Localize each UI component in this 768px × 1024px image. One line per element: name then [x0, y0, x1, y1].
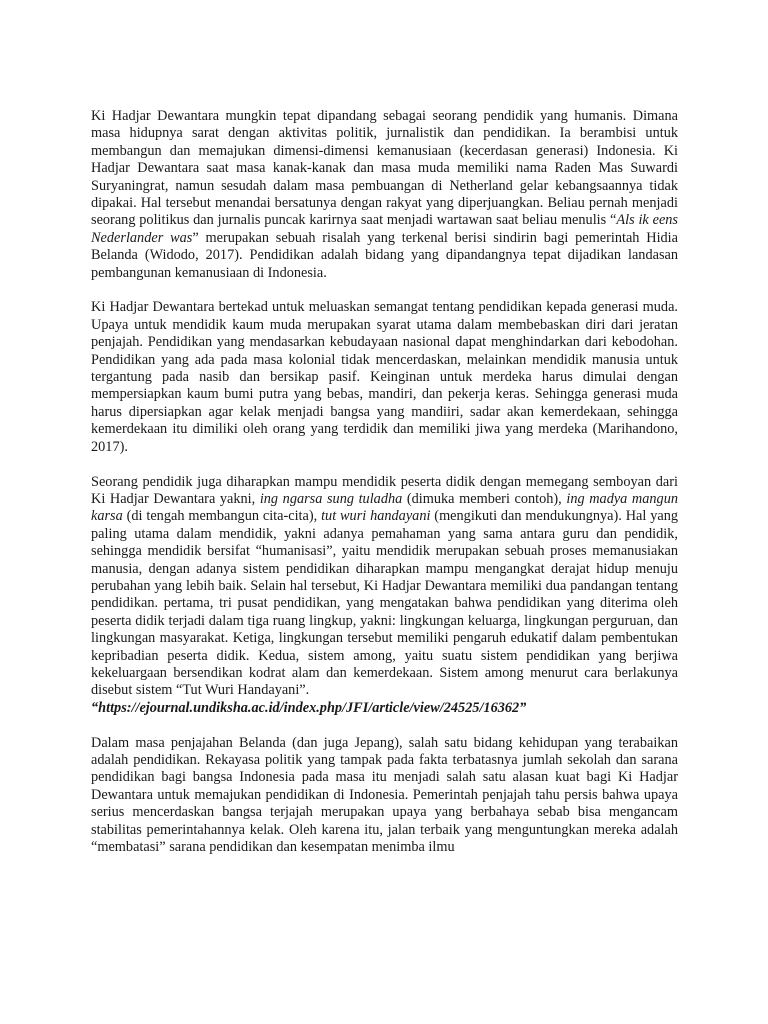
- paragraph-1: [91, 108, 678, 282]
- text-segment: ” merupakan sebuah risalah yang terkenal berisi sindirin bagi pemerintah Hidia Belanda (Widodo, 2017). Pendidikan adalah bidang yang dipandangnya tepat dijadikan landasan pembangunan kemanusiaan di Indonesia.: [91, 229, 679, 281]
- document-body: [91, 108, 678, 874]
- paragraph-2: [91, 299, 678, 456]
- text-segment: Ki Hadjar Dewantara mungkin tepat dipandang sebagai seorang pendidik yang humanis. Dimana masa hidupnya sarat dengan aktivitas politik, jurnalistik dan pendidikan. Ia berambisi untuk membangun dan memajukan dimensi-dimensi kemanusiaan (kecerdasan generasi) Indonesia. Ki Hadjar Dewantara saat masa kanak-kanak dan masa muda memiliki nama Raden Mas Suwardi Suryaningrat, namun sesudah dalam masa pembuangan di Netherland gelar kebangsaannya tidak dipakai. Hal tersebut menandai bersatunya dengan rakyat yang diperjuangkan. Beliau pernah menjadi seorang politikus dan jurnalis puncak karirnya saat menjadi wartawan saat beliau menulis “: [91, 108, 678, 229]
- text-segment: (dimuka memberi contoh),: [402, 490, 567, 507]
- italic-phrase: ing ngarsa sung tuladha: [259, 490, 403, 507]
- italic-phrase: tut wuri handayani: [321, 508, 431, 525]
- paragraph-4: [91, 735, 678, 857]
- italic-phrase: Als ik eens Nederlander was: [91, 212, 678, 246]
- text-segment: Seorang pendidik juga diharapkan mampu mendidik peserta didik dengan memegang semboyan dari Ki Hadjar Dewantara yakni,: [91, 473, 678, 507]
- italic-phrase: ing madya mangun karsa: [91, 490, 678, 525]
- text-segment: Ki Hadjar Dewantara bertekad untuk meluaskan semangat tentang pendidikan kepada generasi muda. Upaya untuk mendidik kaum muda merupakan syarat utama dalam membebaskan diri dari jeratan penjajah. Pendidikan yang mendasarkan kebudayaan nasional dapat menghindarkan dari kebodohan. Pendidikan yang ada pada masa kolonial tidak mencerdaskan, melainkan mendidik manusia untuk tergantung pada nasib dan bersikap pasif. Keinginan untuk merdeka harus dimulai dengan mempersiapkan kaum bumi putra yang bebas, mandiri, dan pekerja keras. Sehingga generasi muda harus dipersiapkan agar kelak menjadi bangsa yang mandiiri, sadar akan kemerdekaan, sehingga kemerdekaan itu dimiliki oleh orang yang terdidik dan memiliki jiwa yang merdeka (Marihandono, 2017).: [91, 299, 678, 455]
- text-segment: (mengikuti dan mendukungnya). Hal yang paling utama dalam mendidik, yakni adanya pemahaman yang sama antara guru dan pendidik, sehingga mendidik bersifat “humanisasi”, yaitu mendidik merupakan sebuah proses memanusiakan manusia, dengan adanya sistem pendidikan diharapkan mampu mengangkat derajat hidup menuju perubahan yang lebih baik. Selain hal tersebut, Ki Hadjar Dewantara memiliki dua pandangan tentang pendidikan. pertama, tri pusat pendidikan, yang mengatakan bahwa pendidikan yang diterima oleh peserta didik terjadi dalam tiga ruang lingkup, yakni: lingkungan keluarga, lingkungan perguruan, dan lingkungan masyarakat. Ketiga, lingkungan tersebut memiliki pengaruh edukatif dalam pembentukan kepribadian peserta didik. Kedua, sistem among, yaitu suatu sistem pendidikan yang berjiwa kekeluargaan bersendikan kodrat alam dan kemerdekaan. Sistem among menurut cara berlakunya disebut sistem “Tut Wuri Handayani”.: [91, 508, 679, 699]
- paragraph-3: [91, 474, 678, 700]
- text-segment: (di tengah membangun cita-cita),: [122, 508, 322, 525]
- text-segment: Dalam masa penjajahan Belanda (dan juga Jepang), salah satu bidang kehidupan yang terabaikan adalah pendidikan. Rekayasa politik yang tampak pada fakta terbatasnya jumlah sekolah dan sarana pendidikan bagi bangsa Indonesia pada masa itu menjadi salah satu alasan kuat bagi Ki Hadjar Dewantara untuk memajukan pendidikan di Indonesia. Pemerintah penjajah tahu persis bahwa upaya serius mencerdaskan bangsa terjajah merupakan upaya yang berbahaya sebab bisa mengancam stabilitas pemerintahannya kelak. Oleh karena itu, jalan terbaik yang menguntungkan mereka adalah “membatasi” sarana pendidikan dan kesempatan menimba ilmu: [91, 734, 678, 856]
- source-link[interactable]: “https://ejournal.undiksha.ac.id/index.php/JFI/article/view/24525/16362”: [91, 699, 527, 716]
